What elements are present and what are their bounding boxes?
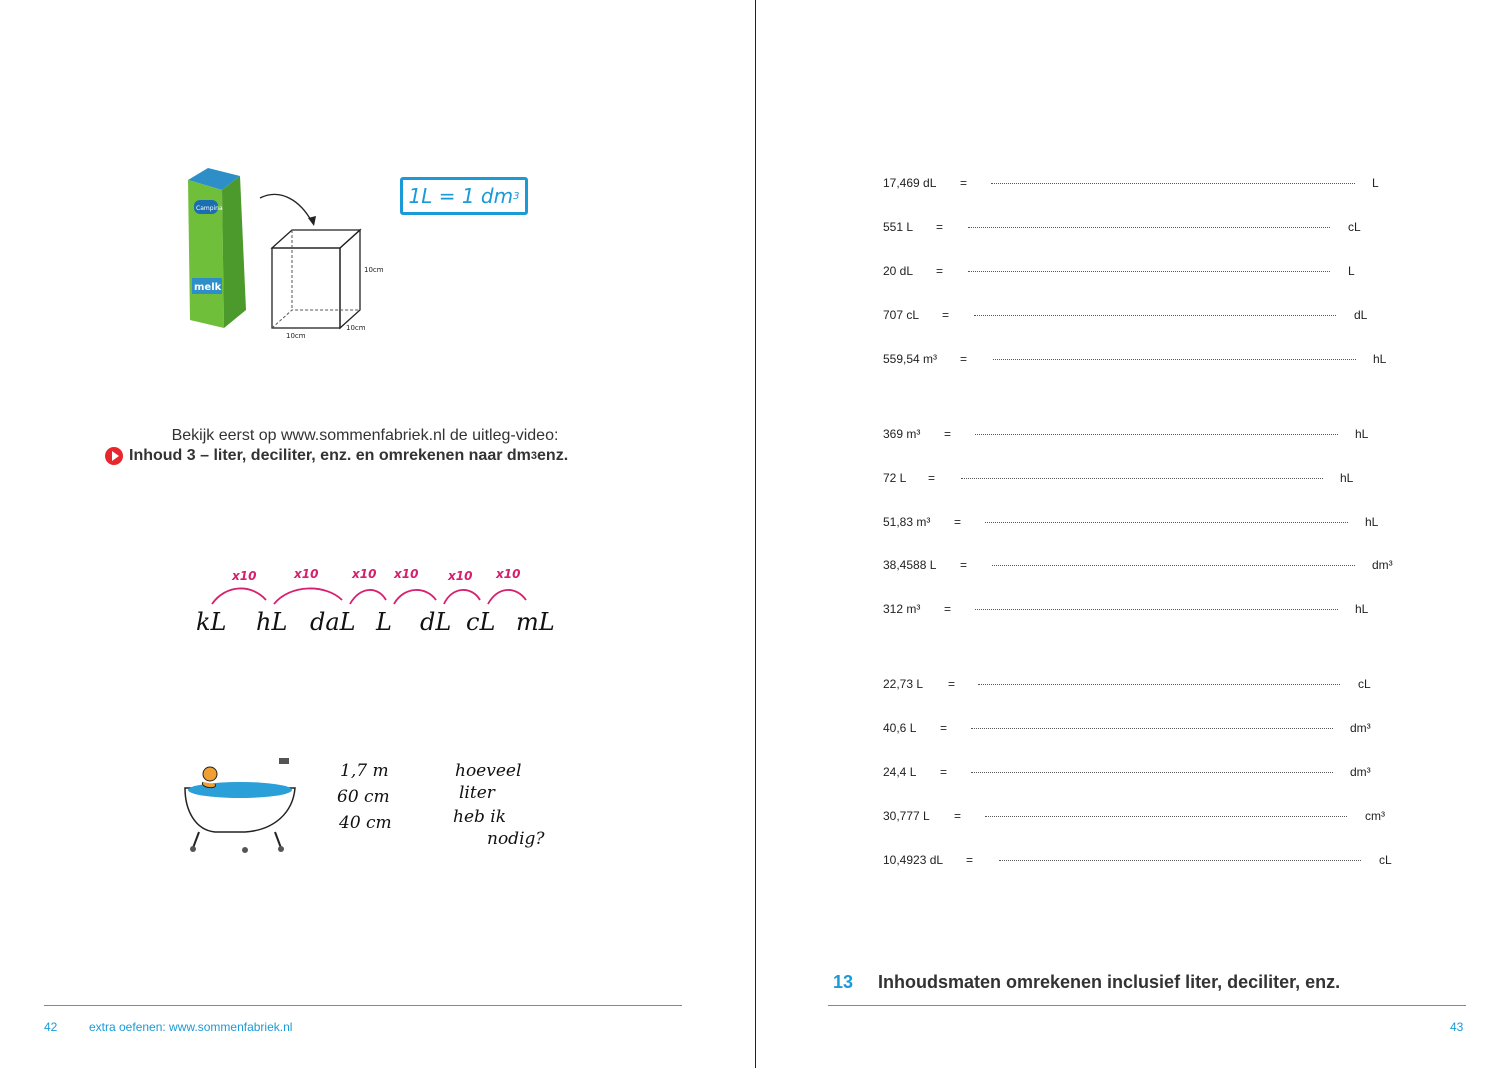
instruction-text: Bekijk eerst op www.sommenfabriek.nl de uitleg-video: [171, 427, 559, 444]
target-unit: cL [1348, 220, 1361, 234]
exercise-question: 17,469 dL [883, 176, 937, 190]
target-unit: hL [1365, 515, 1379, 529]
target-unit: dL [1354, 308, 1368, 322]
brand-label: Campina [196, 205, 223, 212]
video-title-exponent: 3 [530, 450, 538, 462]
equals-sign: = [966, 853, 974, 867]
equals-sign: = [936, 220, 944, 234]
equals-sign: = [960, 176, 968, 190]
video-title: Inhoud 3 – liter, deciliter, enz. en omrekenen naar dm [129, 447, 531, 464]
footer-rule-right [828, 1005, 1466, 1006]
unit-chain-illustration [190, 560, 555, 640]
exercise-question: 51,83 m³ [883, 515, 931, 529]
answer-line[interactable] [993, 359, 1356, 360]
multiplier-5: x10 [448, 569, 473, 583]
equals-sign: = [942, 308, 950, 322]
equals-sign: = [944, 602, 952, 616]
cube-height-label: 10cm [364, 266, 384, 274]
exercise-question: 369 m³ [883, 427, 921, 441]
bath-width: 60 cm [337, 787, 390, 807]
multiplier-2: x10 [294, 567, 319, 581]
unit-kl: kL [196, 608, 227, 636]
formula-exponent: 3 [513, 190, 520, 202]
video-link[interactable] [105, 447, 568, 465]
left-page [0, 0, 755, 1068]
answer-line[interactable] [961, 478, 1323, 479]
cube-depth-label: 10cm [346, 324, 366, 332]
answer-line[interactable] [992, 565, 1355, 566]
answer-line[interactable] [975, 434, 1338, 435]
footer-link[interactable]: extra oefenen: www.sommenfabriek.nl [89, 1020, 293, 1034]
target-unit: dm³ [1350, 765, 1371, 779]
equals-sign: = [948, 677, 956, 691]
exercise-question: 559,54 m³ [883, 352, 938, 366]
unit-cl: cL [466, 608, 496, 636]
play-icon[interactable] [105, 447, 123, 465]
target-unit: cL [1379, 853, 1392, 867]
answer-line[interactable] [975, 609, 1338, 610]
formula-text: 1L = 1 dm [408, 184, 514, 208]
target-unit: L [1372, 176, 1379, 190]
answer-line[interactable] [985, 522, 1348, 523]
exercise-question: 38,4588 L [883, 558, 937, 572]
page-number-right: 43 [1450, 1020, 1464, 1034]
milk-carton-illustration [180, 160, 395, 345]
exercise-question: 24,4 L [883, 765, 917, 779]
milk-label: melk [194, 282, 222, 293]
unit-hl: hL [256, 608, 288, 636]
answer-line[interactable] [974, 315, 1336, 316]
answer-line[interactable] [971, 772, 1333, 773]
target-unit: dm³ [1372, 558, 1393, 572]
target-unit: hL [1355, 427, 1369, 441]
exercise-question: 72 L [883, 471, 907, 485]
equals-sign: = [954, 515, 962, 529]
exercise-question: 22,73 L [883, 677, 924, 691]
equals-sign: = [940, 721, 948, 735]
unit-l: L [376, 608, 392, 636]
bathtub-illustration [175, 750, 555, 860]
exercise-question: 707 cL [883, 308, 920, 322]
equals-sign: = [936, 264, 944, 278]
video-title-suffix: enz. [537, 447, 569, 464]
exercise-question: 20 dL [883, 264, 914, 278]
target-unit: hL [1355, 602, 1369, 616]
multiplier-6: x10 [496, 567, 521, 581]
exercise-question: 312 m³ [883, 602, 921, 616]
answer-line[interactable] [985, 816, 1347, 817]
target-unit: L [1348, 264, 1355, 278]
bath-question-1: hoeveel [455, 761, 522, 781]
footer-rule-left [44, 1005, 682, 1006]
answer-line[interactable] [978, 684, 1340, 685]
bath-height: 40 cm [339, 813, 392, 833]
answer-line[interactable] [999, 860, 1361, 861]
exercise-question: 10,4923 dL [883, 853, 944, 867]
equals-sign: = [960, 558, 968, 572]
cube-width-label: 10cm [286, 332, 306, 340]
multiplier-3: x10 [352, 567, 377, 581]
section-number: 13 [833, 972, 854, 992]
exercise-question: 40,6 L [883, 721, 917, 735]
formula-box [400, 177, 528, 215]
equals-sign: = [940, 765, 948, 779]
unit-ml: mL [516, 608, 555, 636]
page-number-left: 42 [44, 1020, 58, 1034]
exercise-question: 30,777 L [883, 809, 930, 823]
target-unit: hL [1340, 471, 1354, 485]
answer-line[interactable] [991, 183, 1355, 184]
bath-question-4: nodig? [487, 829, 545, 849]
exercise-question: 551 L [883, 220, 914, 234]
multiplier-1: x10 [232, 569, 257, 583]
unit-dal: daL [310, 608, 356, 636]
equals-sign: = [928, 471, 936, 485]
equals-sign: = [954, 809, 962, 823]
section-title: Inhoudsmaten omrekenen inclusief liter, deciliter, enz. [878, 972, 1341, 992]
answer-line[interactable] [968, 271, 1330, 272]
answer-line[interactable] [971, 728, 1333, 729]
bath-question-2: liter [459, 783, 495, 803]
unit-dl: dL [420, 608, 452, 636]
target-unit: dm³ [1350, 721, 1371, 735]
answer-line[interactable] [968, 227, 1330, 228]
bath-length: 1,7 m [340, 761, 389, 781]
target-unit: cm³ [1365, 809, 1385, 823]
multiplier-4: x10 [394, 567, 419, 581]
equals-sign: = [960, 352, 968, 366]
target-unit: hL [1373, 352, 1387, 366]
page-spine [755, 0, 756, 1068]
equals-sign: = [944, 427, 952, 441]
target-unit: cL [1358, 677, 1371, 691]
bath-question-3: heb ik [453, 807, 507, 827]
